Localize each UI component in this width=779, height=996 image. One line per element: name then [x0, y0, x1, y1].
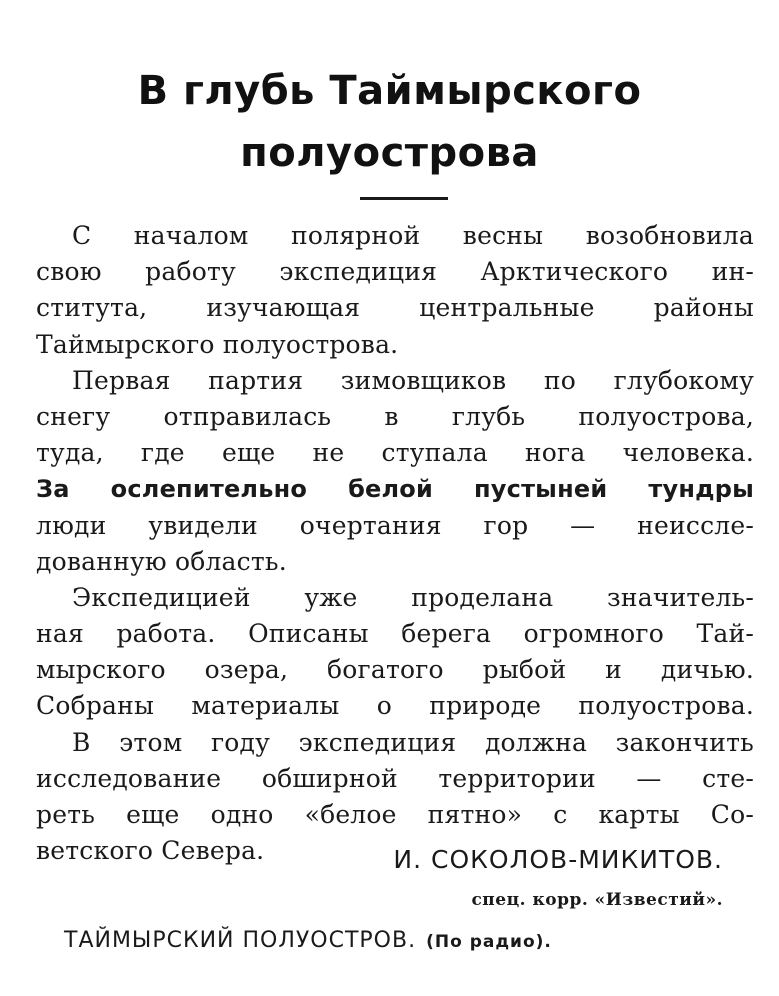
article-line: ная работа. Описаны берега огромного Тай-: [36, 619, 754, 649]
article-line: туда, где еще не ступала нога человека.: [36, 438, 754, 468]
headline-line-1: В глубь Таймырского: [137, 68, 642, 114]
article-line: реть еще одно «белое пятно» с карты Со-: [36, 800, 754, 829]
article-line: Экспедицией уже проделана значитель-: [72, 582, 754, 612]
author-signature: И. СОКОЛОВ-МИКИТОВ.: [393, 845, 723, 874]
article-line: свою работу экспедиция Арктического ин-: [36, 257, 754, 287]
article-line: С началом полярной весны возобновила: [72, 221, 754, 250]
article-line: исследование обширной территории — сте-: [36, 763, 754, 793]
article-line: ститута, изучающая центральные районы: [36, 293, 754, 323]
article-line: мырского озера, богатого рыбой и дичью.: [36, 655, 754, 685]
article-line: дованную область.: [36, 546, 287, 576]
article-line: ветского Севера.: [36, 836, 265, 866]
article-line: снегу отправилась в глубь полуострова,: [36, 401, 754, 431]
article-line: Таймырского полуострова.: [36, 329, 399, 359]
headline-divider: [360, 197, 448, 200]
article-line: За ослепительно белой пустыней тундры: [36, 475, 754, 504]
article-line: люди увидели очертания гор — неиссле-: [36, 510, 754, 540]
article-line: Первая партия зимовщиков по глубокому: [72, 365, 754, 395]
headline-line-2: полуострова: [240, 130, 539, 176]
article-body: [36, 218, 754, 869]
author-role: спец. корр. «Известий».: [471, 890, 723, 910]
dateline: [64, 928, 552, 953]
dateline-place: ТАЙМЫРСКИЙ ПОЛУОСТРОВ.: [64, 928, 417, 953]
article-line: Собраны материалы о природе полуострова.: [36, 691, 754, 721]
dateline-note: (По радио).: [426, 932, 552, 952]
article-line: В этом году экспедиция должна закончить: [72, 727, 754, 757]
